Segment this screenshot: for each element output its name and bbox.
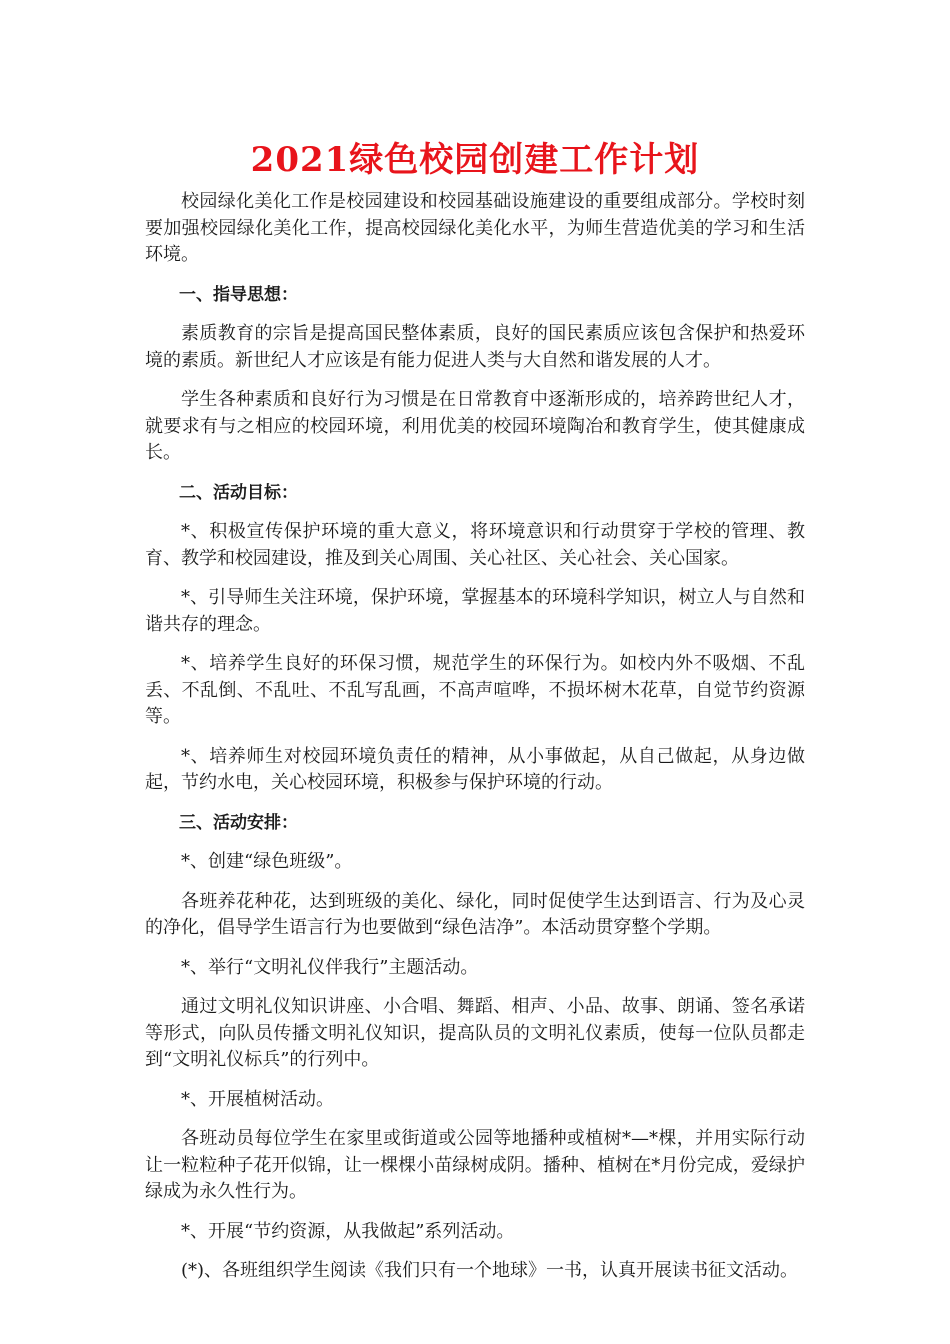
body-paragraph: *、创建“绿色班级”。 bbox=[181, 851, 353, 872]
section-heading-activity-goals: 二、活动目标： bbox=[179, 482, 298, 503]
body-paragraph: *、引导师生关注环境，保护环境，掌握基本的环境科学知识，树立人与自然和谐共存的理念。 bbox=[145, 587, 805, 635]
section-heading-guiding-thought: 一、指导思想： bbox=[179, 284, 298, 305]
body-paragraph: 各班动员每位学生在家里或街道或公园等地播种或植树*—*棵，并用实际行动让一粒粒种子花开似锦，让一棵棵小苗绿树成阴。播种、植树在*月份完成，爱绿护绿成为永久性行为。 bbox=[145, 1128, 805, 1202]
body-paragraph: *、培养师生对校园环境负责任的精神，从小事做起，从自己做起，从身边做起，节约水电，关心校园环境，积极参与保护环境的行动。 bbox=[145, 745, 805, 793]
body-paragraph: *、培养学生良好的环保习惯，规范学生的环保行为。如校内外不吸烟、不乱丢、不乱倒、不乱吐、不乱写乱画，不高声喧哗，不损坏树木花草，自觉节约资源等。 bbox=[145, 653, 805, 727]
section-heading-activity-arrangement: 三、活动安排： bbox=[179, 812, 298, 833]
document-title: 2021绿色校园创建工作计划 bbox=[250, 140, 700, 180]
body-paragraph: 通过文明礼仪知识讲座、小合唱、舞蹈、相声、小品、故事、朗诵、签名承诺等形式，向队员传播文明礼仪知识，提高队员的文明礼仪素质，使每一位队员都走到“文明礼仪标兵”的行列中。 bbox=[145, 996, 805, 1070]
body-paragraph: 学生各种素质和良好行为习惯是在日常教育中逐渐形成的，培养跨世纪人才，就要求有与之相应的校园环境，利用优美的校园环境陶冶和教育学生，使其健康成长。 bbox=[145, 389, 805, 463]
body-paragraph: *、开展“节约资源，从我做起”系列活动。 bbox=[181, 1220, 515, 1242]
body-paragraph: *、开展植树活动。 bbox=[181, 1088, 334, 1110]
body-paragraph: (*)、各班组织学生阅读《我们只有一个地球》一书，认真开展读书征文活动。 bbox=[181, 1260, 799, 1281]
intro-paragraph: 校园绿化美化工作是校园建设和校园基础设施建设的重要组成部分。学校时刻要加强校园绿化美化工作，提高校园绿化美化水平，为师生营造优美的学习和生活环境。 bbox=[145, 191, 805, 265]
body-paragraph: 素质教育的宗旨是提高国民整体素质，良好的国民素质应该包含保护和热爱环境的素质。新世纪人才应该是有能力促进人类与大自然和谐发展的人才。 bbox=[145, 323, 805, 371]
body-paragraph: 各班养花种花，达到班级的美化、绿化，同时促使学生达到语言、行为及心灵的净化，倡导学生语言行为也要做到“绿色洁净”。本活动贯穿整个学期。 bbox=[145, 890, 805, 938]
body-paragraph: *、举行“文明礼仪伴我行”主题活动。 bbox=[181, 956, 479, 978]
document-body bbox=[145, 189, 805, 1298]
body-paragraph: *、积极宣传保护环境的重大意义，将环境意识和行动贯穿于学校的管理、教育、教学和校园建设，推及到关心周围、关心社区、关心社会、关心国家。 bbox=[145, 521, 805, 569]
